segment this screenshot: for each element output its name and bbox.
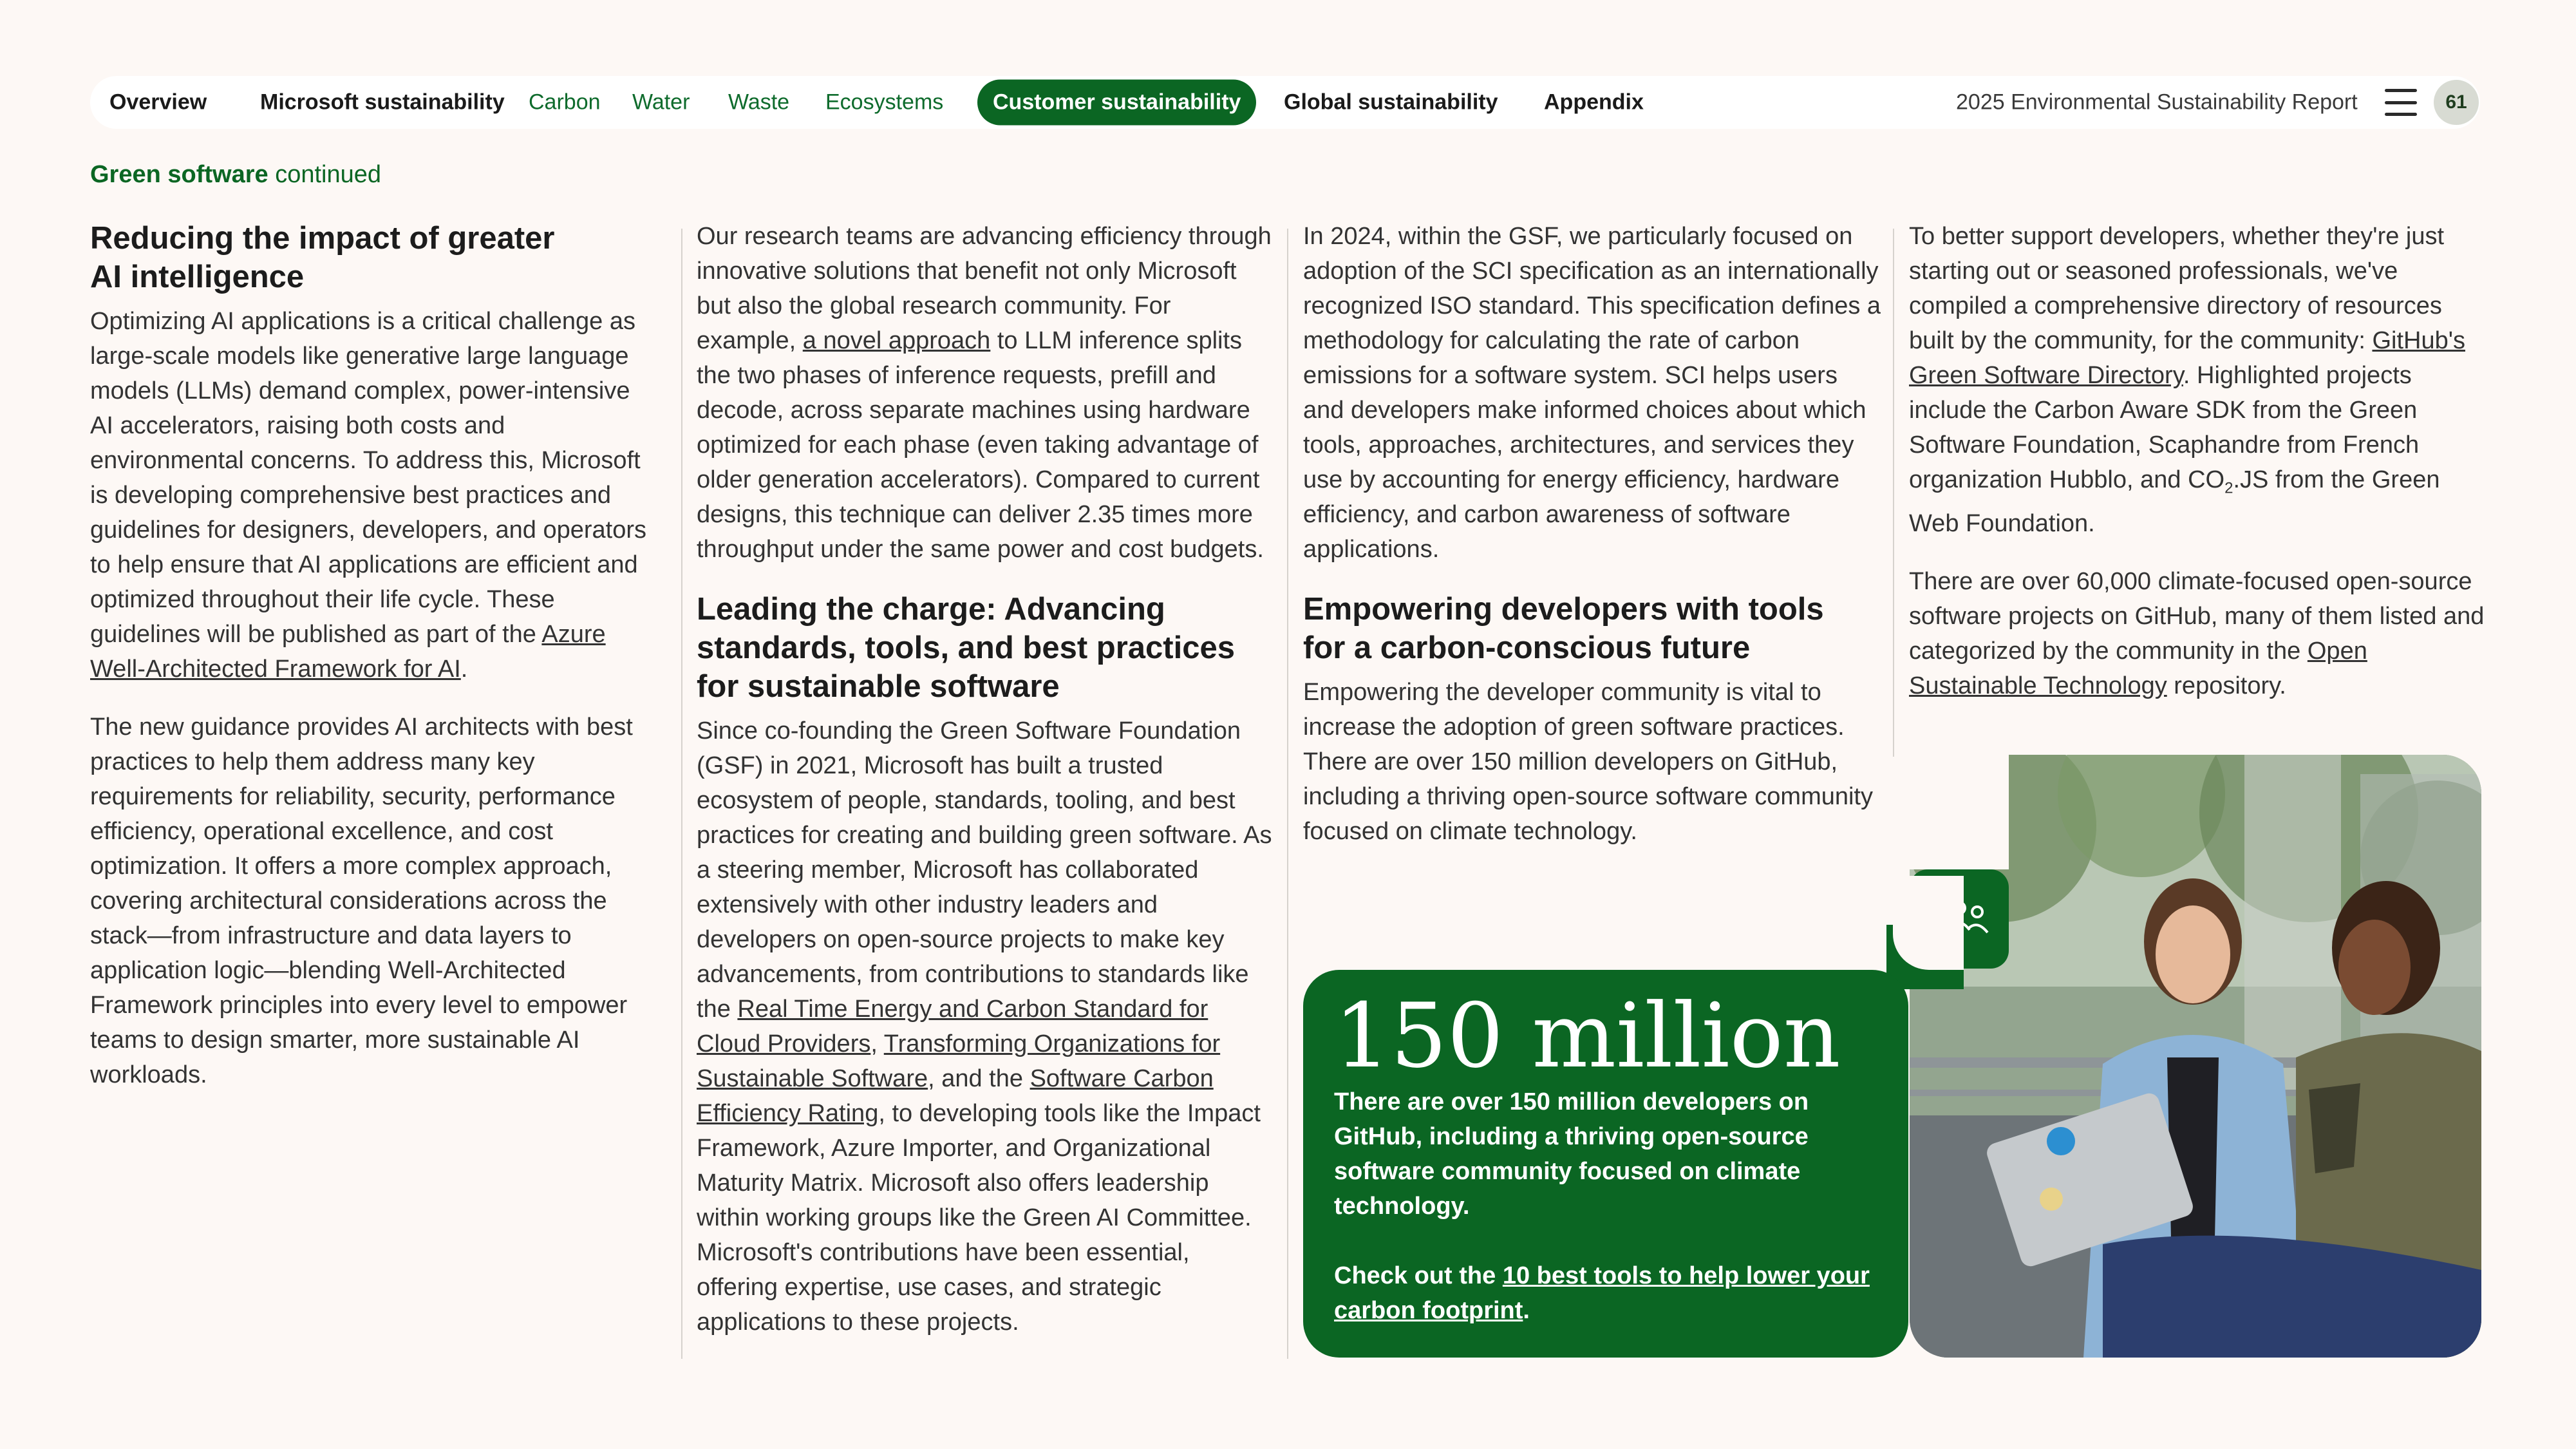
nav-ecosystems[interactable]: Ecosystems xyxy=(825,90,944,115)
column-divider xyxy=(1893,229,1894,757)
column-divider xyxy=(681,229,682,1359)
nav-overview[interactable]: Overview xyxy=(109,90,207,115)
hamburger-menu-icon[interactable] xyxy=(2385,89,2417,116)
heading-leading-the-charge: Leading the charge: Advancing standards, tools, and best practices for sustainable software xyxy=(697,592,1235,704)
heading-empowering-developers: Empowering developers with tools for a carbon-conscious future xyxy=(1303,592,1824,665)
column-3 xyxy=(1303,219,1883,872)
nav-customer-sustainability[interactable]: Customer sustainability xyxy=(977,80,1256,126)
link-azure-well-architected[interactable]: Azure Well-Architected Framework for AI xyxy=(90,621,606,683)
link-10-best-tools[interactable]: 10 best tools to help lower your carbon footprint xyxy=(1334,1262,1870,1324)
section-suffix: continued xyxy=(275,161,382,188)
report-title: 2025 Environmental Sustainability Report xyxy=(1956,90,2358,115)
nav-waste[interactable]: Waste xyxy=(728,90,790,115)
stat-number: 150 million xyxy=(1334,984,1841,1088)
card-corner-curve xyxy=(1893,876,1964,970)
heading-ai-intelligence: Reducing the impact of greater AI intelligence xyxy=(90,221,555,294)
paragraph-sci-specification: In 2024, within the GSF, we particularly focused on adoption of the SCI specification as an internationally recognized ISO standard. This specification defines a methodology for calculating the rate of carbon emissions for a software system. SCI helps users and developers make informed choices about which tools, approaches, architectures, and services they use by accounting for energy efficiency, hardware efficiency, and carbon awareness of software applications. xyxy=(1303,223,1881,563)
nav-global-sustainability[interactable]: Global sustainability xyxy=(1284,90,1498,115)
paragraph-new-guidance: The new guidance provides AI architects with best practices to help them address many key requirements for reliability, security, performance efficiency, operational excellence, and cost optimization. It offers a more complex approach, covering architectural considerations across the stack—from infrastructure and data layers to application logic—blending Well-Architected Framework principles into every level to empower teams to design smarter, more sustainable AI workloads. xyxy=(90,714,633,1088)
link-software-carbon-efficiency[interactable]: Software Carbon Efficiency Rating xyxy=(697,1065,1214,1127)
paragraph-ai-optimization: Optimizing AI applications is a critical challenge as large-scale models like generative large language models (LLMs) demand complex, power-intensive AI accelerators, raising both costs and environmental concerns. To address this, Microsoft is developing comprehensive best practices and guidelines for designers, developers, and operators to help ensure that AI applications are efficient and optimized throughout their life cycle. These guidelines will be published as part of the Azure Well-Architected Framework for AI. xyxy=(90,308,646,683)
link-novel-approach[interactable]: a novel approach xyxy=(802,327,991,354)
paragraph-research-teams: Our research teams are advancing efficiency through innovative solutions that benefit not only Microsoft but also the global research community. For example, a novel approach to LLM inference splits the two phases of inference requests, prefill and decode, across separate machines using hardware optimized for each phase (even taking advantage of older generation accelerators). Compared to current designs, this technique can deliver 2.35 times more throughput under the same power and cost budgets. xyxy=(697,223,1272,563)
link-real-time-energy-standard[interactable]: Real Time Energy and Carbon Standard for Cloud Providers xyxy=(697,996,1208,1057)
paragraph-gsf-ecosystem: Since co-founding the Green Software Foundation (GSF) in 2021, Microsoft has built a trusted ecosystem of people, standards, tooling, and best practices for creating and building green software. As a steering member, Microsoft has collaborated extensively with other industry leaders and developers on open-source projects to make key advancements, from contributions to standards like the Real Time Energy and Carbon Standard for Cloud Providers, Transforming Organizations for Sustainable Software, and the Software Carbon Efficiency Rating, to developing tools like the Impact Framework, Azure Importer, and Organizational Maturity Matrix. Microsoft also offers leadership within working groups like the Green AI Committee. Microsoft's contributions have been essential, offering expertise, use cases, and strategic applications to these projects. xyxy=(697,717,1272,1336)
paragraph-developer-community: Empowering the developer community is vital to increase the adoption of green software practices. There are over 150 million developers on GitHub, including a thriving open-source software community focused on climate technology. xyxy=(1303,679,1873,845)
column-divider xyxy=(1287,229,1288,1359)
stat-callout-card xyxy=(1303,970,1908,1358)
column-4 xyxy=(1909,219,2488,726)
photo-cutout xyxy=(1910,755,2009,869)
stat-call-to-action: Check out the 10 best tools to help lower your carbon footprint. xyxy=(1334,1262,1870,1324)
section-title: Green software xyxy=(90,161,268,188)
stat-description: There are over 150 million developers on GitHub, including a thriving open-source software community focused on climate technology. xyxy=(1334,1088,1809,1220)
paragraph-green-software-directory: To better support developers, whether they're just starting out or seasoned professionals, we've compiled a comprehensive directory of resources built by the community, for the community: GitHub's Green Software Directory. Highlighted projects include the Carbon Aware SDK from the Green Software Foundation, Scaphandre from French organization Hubblo, and $CO_2.JS$ from the Green Web Foundation. xyxy=(1909,223,2465,537)
link-green-software-directory[interactable]: GitHub's Green Software Directory xyxy=(1909,327,2465,389)
paragraph-open-source-projects: There are over 60,000 climate-focused open-source software projects on GitHub, many of them listed and categorized by the community in the Open Sustainable Technology repository. xyxy=(1909,567,2485,699)
top-navigation xyxy=(90,76,2480,129)
section-label xyxy=(90,161,381,189)
nav-carbon[interactable]: Carbon xyxy=(529,90,601,115)
nav-appendix[interactable]: Appendix xyxy=(1544,90,1644,115)
page-number-badge: 61 xyxy=(2434,80,2479,125)
nav-microsoft-sustainability[interactable]: Microsoft sustainability xyxy=(260,90,505,115)
nav-water[interactable]: Water xyxy=(632,90,690,115)
link-open-sustainable-technology[interactable]: Open Sustainable Technology xyxy=(1909,637,2367,699)
link-transforming-organizations[interactable]: Transforming Organizations for Sustainable Software xyxy=(697,1030,1221,1092)
column-1 xyxy=(90,219,657,1115)
column-2 xyxy=(697,219,1276,1363)
